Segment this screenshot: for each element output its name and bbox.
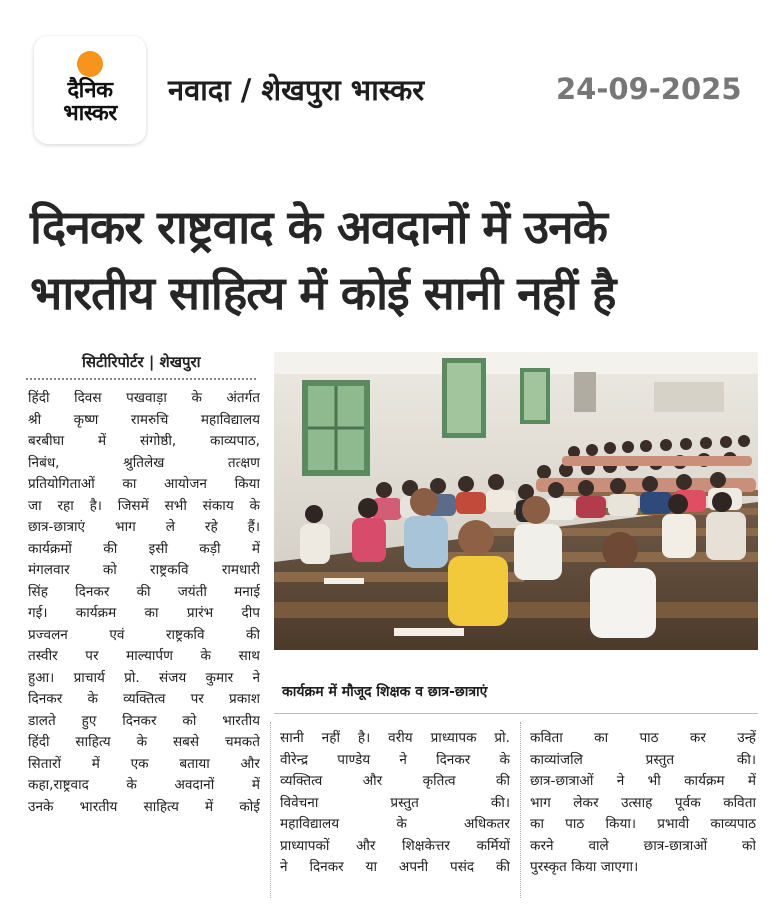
- photo-caption: कार्यक्रम में मौजूद शिक्षक व छात्र-छात्राएं: [282, 684, 488, 700]
- article-line: ने दिनकर या अपनी पसंद की: [280, 859, 510, 875]
- sun-icon: [77, 51, 103, 77]
- article-line: कार्यक्रमों की इसी कड़ी में: [28, 540, 260, 557]
- logo-line-1: दैनिक: [67, 77, 113, 103]
- article-headline: [30, 194, 750, 326]
- article-line: श्री कृष्ण रामरुचि महाविद्यालय: [28, 411, 260, 428]
- article-line: मंगलवार को राष्ट्रकवि रामधारी: [28, 562, 260, 578]
- article-line: गई। कार्यक्रम का प्रारंभ दीप: [28, 605, 260, 621]
- article-line: विवेचना प्रस्तुत की।: [280, 794, 510, 811]
- article-column-3: [530, 728, 756, 879]
- article-line: छात्र-छात्राएं भाग ले रहे हैं।: [28, 519, 260, 535]
- article-line: प्राध्यापकों और शिक्षकेत्तर कर्मियों: [280, 837, 510, 854]
- caption-divider: [274, 713, 758, 714]
- edition-title: नवादा / शेखपुरा भास्कर: [168, 73, 425, 107]
- article-line: सिंह दिनकर की जयंती मनाई: [28, 583, 260, 600]
- article-line: का पाठ किया। प्रभावी काव्यपाठ: [530, 816, 756, 832]
- article-column-1: [28, 388, 260, 818]
- column-divider: [270, 722, 271, 898]
- article-line: करने वाले छात्र-छात्राओं को: [530, 837, 756, 854]
- article-column-2: [280, 728, 510, 879]
- article-line: हिंदी दिवस पखवाड़ा के अंतर्गत: [28, 390, 260, 406]
- article-line: प्रज्वलन एवं राष्ट्रकवि की: [28, 626, 260, 643]
- article-line: भाग लेकर उत्साह पूर्वक कविता: [530, 794, 756, 811]
- article-line: तस्वीर पर माल्यार्पण के साथ: [28, 648, 260, 664]
- article-line: उनके भारतीय साहित्य में कोई: [28, 798, 260, 815]
- headline-line-2: भारतीय साहित्य में कोई सानी नहीं है: [30, 266, 616, 320]
- article-line: छात्र-छात्राओं ने भी कार्यक्रम में: [530, 773, 756, 789]
- article-line: वीरेन्द्र पाण्डेय ने दिनकर के: [280, 751, 510, 768]
- article-line: महाविद्यालय के अधिकतर: [280, 816, 510, 832]
- article-line: निबंध, श्रुतिलेख तत्क्षण: [28, 454, 260, 471]
- logo-line-2: भास्कर: [63, 101, 117, 126]
- article-line: काव्यांजलि प्रस्तुत की।: [530, 751, 756, 768]
- article-line: व्यक्तित्व और कृतित्व की: [280, 773, 510, 789]
- article-line: डालते हुए दिनकर को भारतीय: [28, 712, 260, 729]
- column-divider: [520, 722, 521, 898]
- article-line: कहा,राष्ट्रवाद के अवदानों में: [28, 777, 260, 793]
- byline-divider: [26, 378, 256, 380]
- article-line: हिंदी साहित्य के सबसे चमकते: [28, 734, 260, 750]
- headline-line-1: दिनकर राष्ट्रवाद के अवदानों में उनके: [30, 200, 607, 254]
- event-photo: [274, 352, 758, 650]
- article-line: दिनकर के व्यक्तित्व पर प्रकाश: [28, 691, 260, 707]
- article-line: हुआ। प्राचार्य प्रो. संजय कुमार ने: [28, 669, 260, 686]
- dainik-bhaskar-logo: [34, 36, 146, 144]
- article-line: सितारों में एक बताया और: [28, 755, 260, 772]
- edition-date: 24-09-2025: [556, 72, 742, 106]
- article-line: प्रतियोगिताओं का आयोजन किया: [28, 476, 260, 492]
- article-line: बरबीघा में संगोष्ठी, काव्यपाठ,: [28, 433, 260, 449]
- article-line: पुरस्कृत किया जाएगा।: [530, 859, 639, 875]
- byline: सिटीरिपोर्टर | शेखपुरा: [82, 353, 201, 371]
- article-line: सानी नहीं है। वरीय प्राध्यापक प्रो.: [280, 730, 510, 746]
- article-line: कविता का पाठ कर उन्हें: [530, 730, 756, 746]
- article-line: जा रहा है। जिसमें सभी संकाय के: [28, 497, 260, 514]
